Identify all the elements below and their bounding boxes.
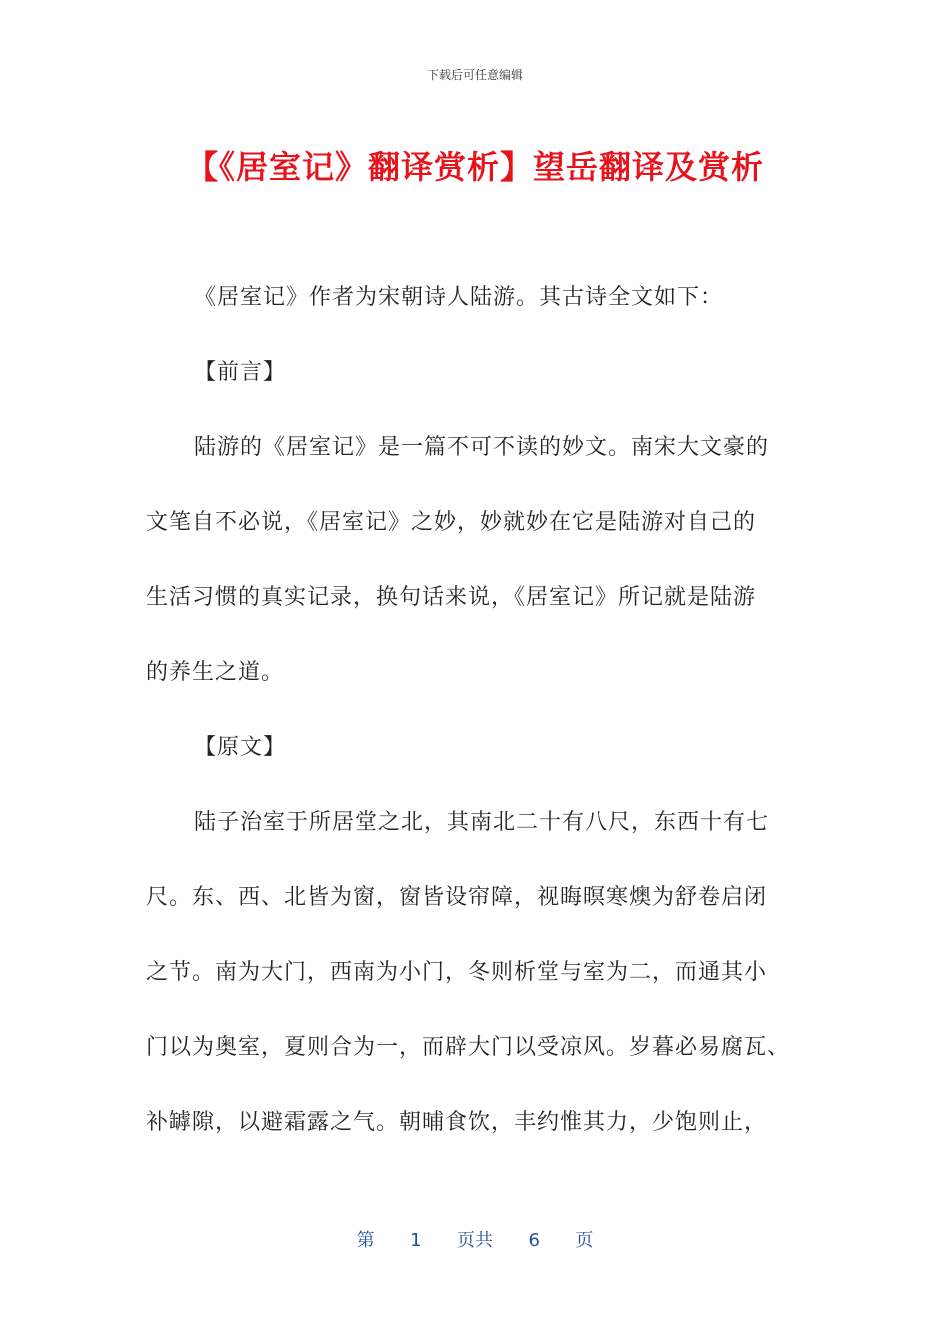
paragraph-line: 《居室记》作者为宋朝诗人陆游。其古诗全文如下： bbox=[194, 285, 724, 310]
document-title: 【《居室记》翻译赏析】望岳翻译及赏析 bbox=[185, 148, 764, 186]
paragraph-line: 补罅隙，以避霜露之气。朝晡食饮，丰约惟其力，少饱则止， bbox=[146, 1110, 768, 1135]
footer-prefix: 第 bbox=[356, 1230, 375, 1251]
paragraph-line: 文笔自不必说，《居室记》之妙，妙就妙在它是陆游对自己的 bbox=[146, 510, 757, 535]
paragraph-line: 陆游的《居室记》是一篇不可不读的妙文。南宋大文豪的 bbox=[194, 435, 770, 460]
paragraph-line: 尺。东、西、北皆为窗，窗皆设帘障，视晦暝寒燠为舒卷启闭 bbox=[146, 885, 768, 910]
footer-suffix: 页 bbox=[575, 1230, 594, 1251]
paragraph-line: 陆子治室于所居堂之北，其南北二十有八尺，东西十有七 bbox=[194, 810, 770, 835]
section-heading-original: 【原文】 bbox=[194, 735, 287, 760]
paragraph-line: 的养生之道。 bbox=[146, 660, 285, 685]
footer-middle: 页共 bbox=[457, 1230, 493, 1251]
page-footer bbox=[0, 1226, 950, 1252]
header-note: 下载后可任意编辑 bbox=[426, 68, 523, 82]
document-body bbox=[146, 268, 806, 1168]
footer-current-page: 1 bbox=[410, 1230, 422, 1251]
footer-total-pages: 6 bbox=[528, 1230, 540, 1251]
paragraph-line: 门以为奥室，夏则合为一，而辟大门以受凉风。岁暮必易腐瓦、 bbox=[146, 1035, 791, 1060]
paragraph-line: 之节。南为大门，西南为小门，冬则析堂与室为二，而通其小 bbox=[146, 960, 768, 985]
section-heading-preface: 【前言】 bbox=[194, 360, 287, 385]
paragraph-line: 生活习惯的真实记录，换句话来说，《居室记》所记就是陆游 bbox=[146, 585, 757, 610]
